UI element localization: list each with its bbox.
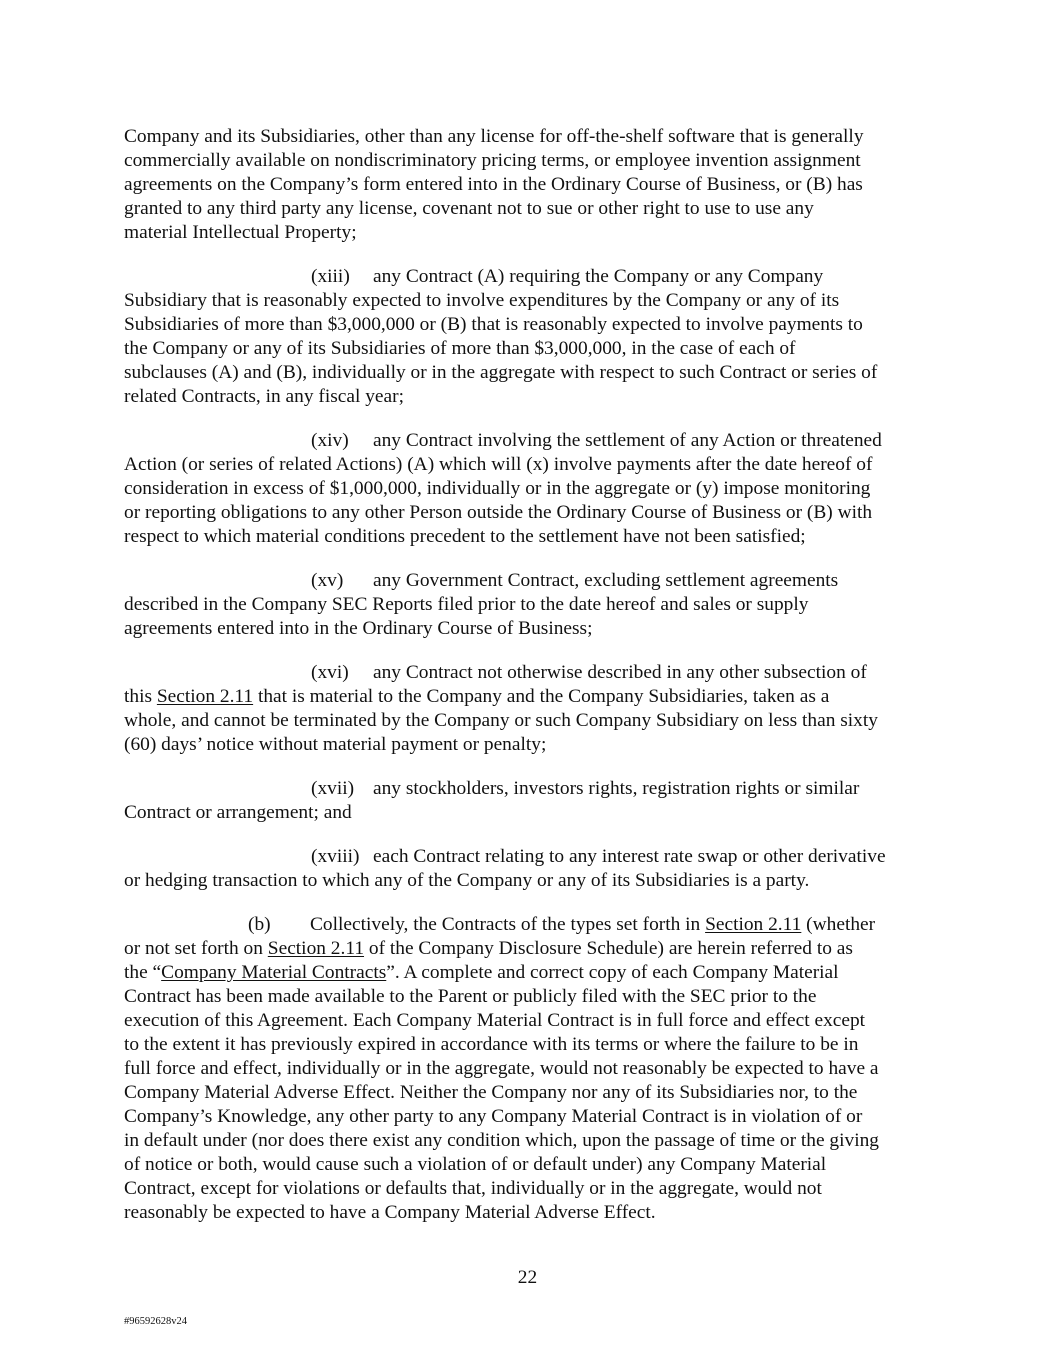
document-page (124, 125, 936, 1245)
section-reference-link[interactable]: Section 2.11 (705, 914, 802, 935)
text-line: or hedging transaction to which any of the Company or any of its Subsidiaries is a party. (124, 870, 810, 891)
text-line: respect to which material conditions precedent to the settlement have not been satisfied; (124, 526, 806, 547)
clause-number: (xvi) (311, 662, 349, 683)
clause-xiii (124, 265, 936, 409)
intro-paragraph (124, 125, 936, 245)
clause-first-line (124, 777, 936, 801)
text-line: of notice or both, would cause such a violation of or default under) any Company Material (124, 1154, 827, 1175)
clause-number: (b) (248, 914, 271, 935)
text-line: described in the Company SEC Reports filed prior to the date hereof and sales or supply (124, 594, 809, 615)
text-line: granted to any third party any license, covenant not to sue or other right to use to use any (124, 198, 814, 219)
text-line: the Company or any of its Subsidiaries of more than $3,000,000, in the case of each of (124, 338, 796, 359)
page-number: 22 (517, 1267, 538, 1288)
text-line: to the extent it has previously expired in accordance with its terms or where the failure to be in (124, 1034, 859, 1055)
text-line: Company and its Subsidiaries, other than any license for off-the-shelf software that is generally (124, 126, 864, 147)
clause-xv (124, 569, 936, 641)
defined-term: Company Material Contracts (161, 962, 387, 983)
text-line: Contract, except for violations or defaults that, individually or in the aggregate, would not (124, 1178, 822, 1199)
text-line: Subsidiaries of more than $3,000,000 or (B) that is reasonably expected to involve payments to (124, 314, 863, 335)
section-reference-link[interactable]: Section 2.11 (156, 686, 254, 707)
text-segment: Collectively, the Contracts of the types set forth in (310, 914, 706, 935)
clause-xiv (124, 429, 936, 549)
clause-number: (xv) (311, 570, 344, 591)
clause-first-line (124, 569, 936, 593)
text-line: Subsidiary that is reasonably expected to involve expenditures by the Company or any of its (124, 290, 840, 311)
text-segment: this (124, 686, 157, 707)
text-segment: (whether (801, 914, 876, 935)
text-line: commercially available on nondiscriminatory pricing terms, or employee invention assignment (124, 150, 861, 171)
clause-first-line (124, 265, 936, 289)
text-line (124, 685, 936, 709)
text-line: whole, and cannot be terminated by the Company or such Company Subsidiary on less than sixty (124, 710, 878, 731)
clause-xvii (124, 777, 936, 825)
text-line: related Contracts, in any fiscal year; (124, 386, 404, 407)
text-line: reasonably be expected to have a Company Material Adverse Effect. (124, 1202, 656, 1223)
text-line: Company’s Knowledge, any other party to any Company Material Contract is in violation of or (124, 1106, 863, 1127)
section-reference-link[interactable]: Section 2.11 (267, 938, 365, 959)
text-segment: ”. A complete and correct copy of each Company Material (386, 962, 839, 983)
clause-first-text: any stockholders, investors rights, registration rights or similar (373, 778, 860, 799)
text-line: subclauses (A) and (B), individually or in the aggregate with respect to such Contract or series of (124, 362, 878, 383)
text-line (124, 961, 936, 985)
clause-number: (xvii) (311, 778, 355, 799)
text-line: agreements on the Company’s form entered into in the Ordinary Course of Business, or (B) has (124, 174, 863, 195)
text-line: Company Material Adverse Effect. Neither the Company nor any of its Subsidiaries nor, to the (124, 1082, 858, 1103)
document-id: #96592628v24 (124, 1316, 187, 1327)
clause-xvi (124, 661, 936, 757)
clause-first-line (124, 913, 936, 937)
clause-first-text: any Government Contract, excluding settlement agreements (373, 570, 839, 591)
clause-first-line (124, 429, 936, 453)
text-line: in default under (nor does there exist any condition which, upon the passage of time or the giving (124, 1130, 879, 1151)
clause-number: (xiv) (311, 430, 349, 451)
text-segment: the “ (124, 962, 162, 983)
clause-first-line (124, 661, 936, 685)
text-line: execution of this Agreement. Each Company Material Contract is in full force and effect except (124, 1010, 866, 1031)
text-line: Contract has been made available to the Parent or publicly filed with the SEC prior to the (124, 986, 817, 1007)
section-b (124, 913, 936, 1225)
clause-first-text: any Contract involving the settlement of any Action or threatened (373, 430, 882, 451)
text-line: (60) days’ notice without material payment or penalty; (124, 734, 547, 755)
clause-first-text: each Contract relating to any interest rate swap or other derivative (373, 846, 886, 867)
clause-number: (xiii) (311, 266, 350, 287)
text-line: material Intellectual Property; (124, 222, 357, 243)
clause-xviii (124, 845, 936, 893)
text-segment: or not set forth on (124, 938, 268, 959)
text-line: or reporting obligations to any other Person outside the Ordinary Course of Business or (B) with (124, 502, 873, 523)
text-line: full force and effect, individually or in the aggregate, would not reasonably be expected to have a (124, 1058, 879, 1079)
text-segment: of the Company Disclosure Schedule) are herein referred to as (364, 938, 853, 959)
text-line: Action (or series of related Actions) (A) which will (x) involve payments after the date hereof of (124, 454, 873, 475)
text-line: Contract or arrangement; and (124, 802, 352, 823)
text-line (124, 937, 936, 961)
text-line: consideration in excess of $1,000,000, individually or in the aggregate or (y) impose monitoring (124, 478, 871, 499)
text-line: agreements entered into in the Ordinary Course of Business; (124, 618, 593, 639)
clause-number: (xviii) (311, 846, 360, 867)
clause-first-line (124, 845, 936, 869)
text-segment: that is material to the Company and the Company Subsidiaries, taken as a (253, 686, 830, 707)
clause-first-text: any Contract not otherwise described in any other subsection of (373, 662, 867, 683)
clause-first-text: any Contract (A) requiring the Company or any Company (373, 266, 824, 287)
